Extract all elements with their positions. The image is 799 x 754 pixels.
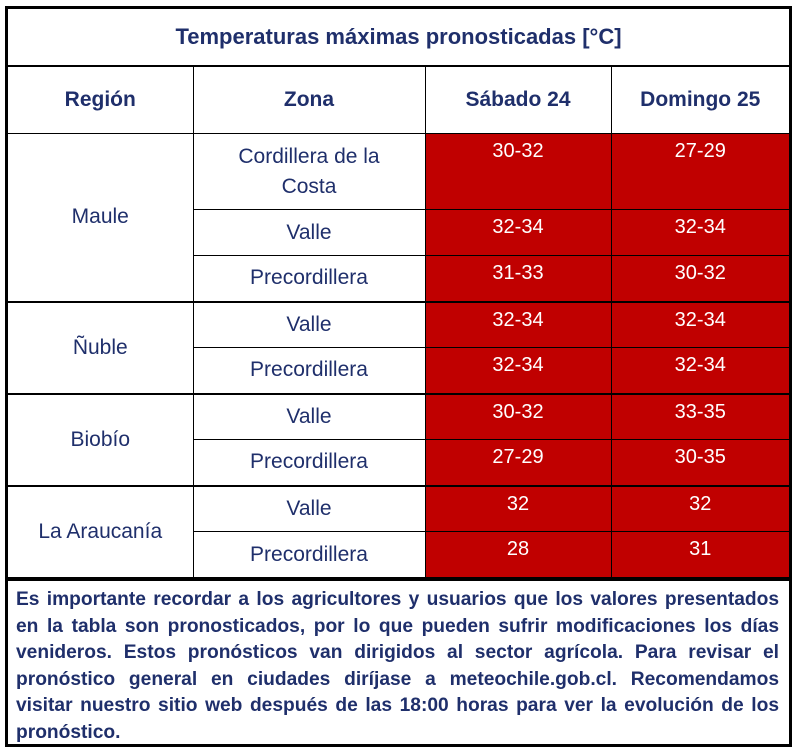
temp-domingo-cell: 32-34 [611,302,789,348]
temp-sabado-cell: 27-29 [425,440,611,486]
zona-cell: Cordillera de la Costa [193,134,425,210]
header-row [8,67,789,134]
region-cell: La Araucanía [8,486,193,578]
header-region: Región [8,67,193,134]
temp-domingo-cell: 33-35 [611,394,789,440]
header-domingo: Domingo 25 [611,67,789,134]
temp-domingo-cell: 32-34 [611,348,789,394]
forecast-table [8,67,789,578]
header-zona: Zona [193,67,425,134]
zona-cell: Valle [193,210,425,256]
temp-domingo-cell: 32 [611,486,789,532]
table-row [8,486,789,532]
temp-domingo-cell: 30-35 [611,440,789,486]
header-sabado: Sábado 24 [425,67,611,134]
table-row [8,302,789,348]
zona-cell: Valle [193,302,425,348]
temp-sabado-cell: 28 [425,532,611,578]
zona-cell: Precordillera [193,348,425,394]
temp-sabado-cell: 32-34 [425,302,611,348]
temp-domingo-cell: 30-32 [611,256,789,302]
table-row [8,134,789,210]
region-cell: Ñuble [8,302,193,394]
temp-domingo-cell: 31 [611,532,789,578]
forecast-panel [5,6,792,747]
zona-cell: Precordillera [193,256,425,302]
temp-sabado-cell: 30-32 [425,394,611,440]
disclaimer-note: Es importante recordar a los agricultores y usuarios que los valores presentados en la tabla son pronosticados, por lo que pueden sufrir modificaciones los días venideros. Estos pronósticos van dirigidos al sector agrícola. Para revisar el pronóstico general en ciudades diríjase a meteochile.gob.cl. Recomendamos visitar nuestro sitio web después de las 18:00 horas para ver la evolución de los pronóstico. [8,578,789,746]
zona-cell: Precordillera [193,532,425,578]
region-cell: Biobío [8,394,193,486]
temp-domingo-cell: 32-34 [611,210,789,256]
temp-sabado-cell: 31-33 [425,256,611,302]
table-title: Temperaturas máximas pronosticadas [°C] [8,9,789,67]
temp-sabado-cell: 32 [425,486,611,532]
temp-domingo-cell: 27-29 [611,134,789,210]
region-cell: Maule [8,134,193,302]
zona-cell: Valle [193,486,425,532]
temp-sabado-cell: 32-34 [425,210,611,256]
temp-sabado-cell: 30-32 [425,134,611,210]
table-row [8,394,789,440]
zona-cell: Precordillera [193,440,425,486]
zona-cell: Valle [193,394,425,440]
temp-sabado-cell: 32-34 [425,348,611,394]
